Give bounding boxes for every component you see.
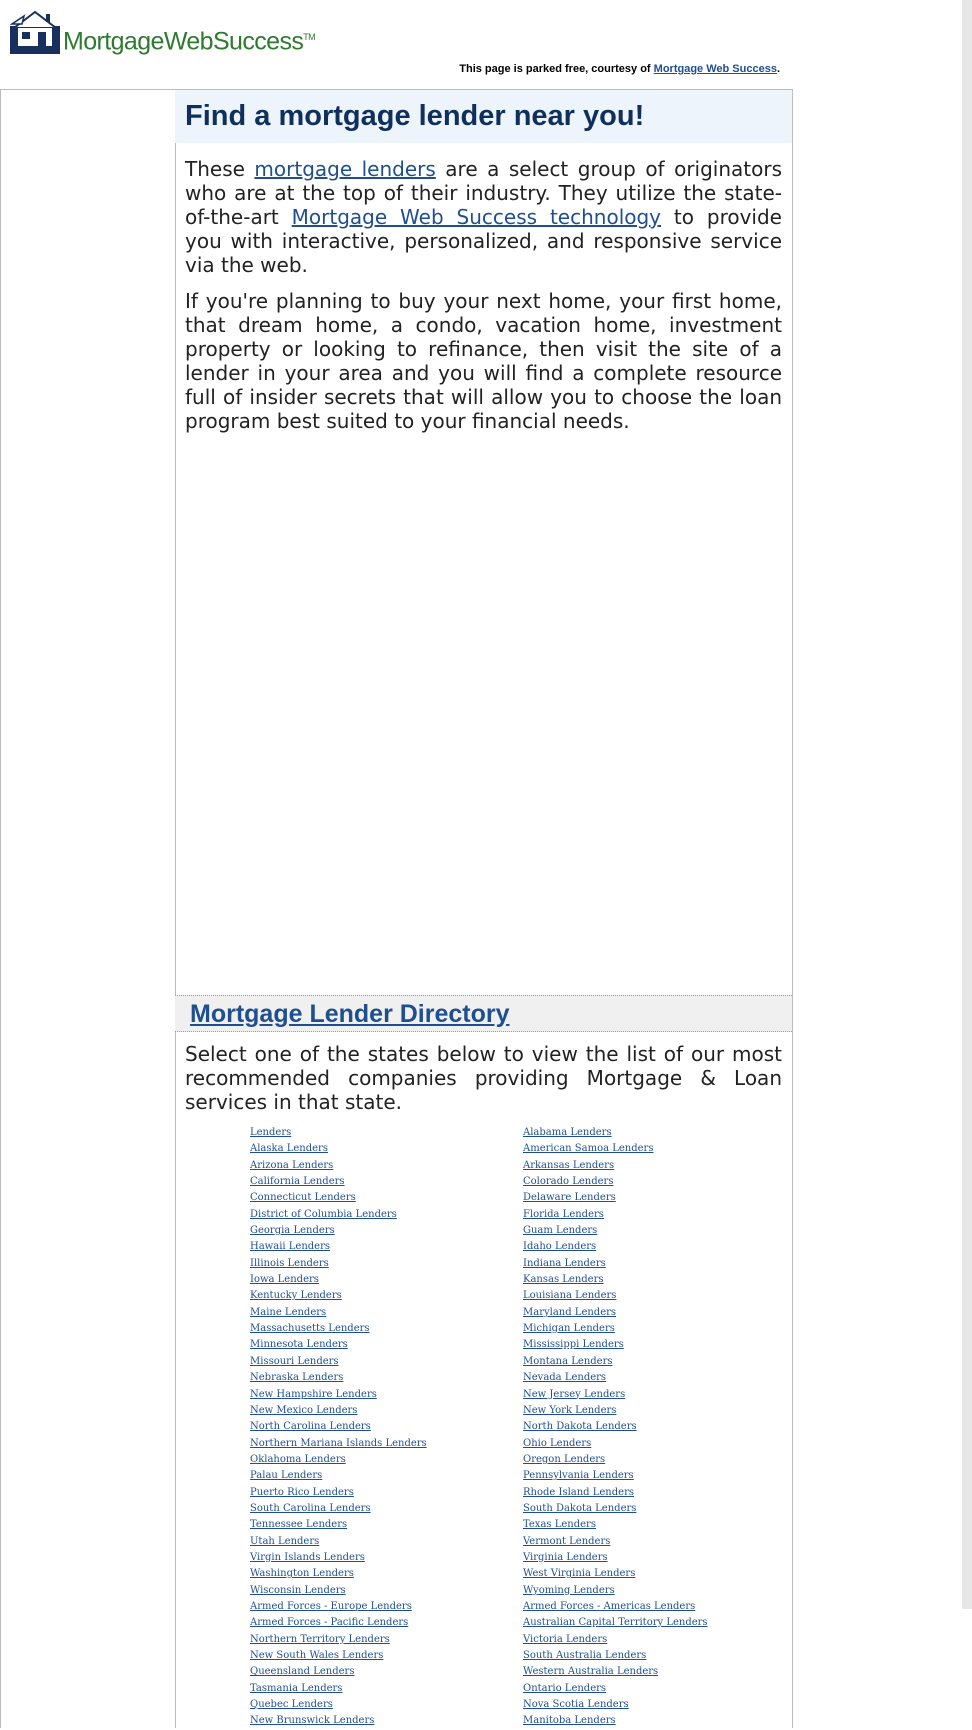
state-lender-link[interactable]: Queensland Lenders (250, 1666, 355, 1678)
state-lender-link[interactable]: Palau Lenders (250, 1470, 323, 1482)
directory-title-link[interactable]: Mortgage Lender Directory (190, 1000, 510, 1028)
state-lender-link[interactable]: Iowa Lenders (250, 1274, 319, 1286)
state-lender-link[interactable]: Illinois Lenders (250, 1257, 329, 1269)
state-lender-link[interactable]: Missouri Lenders (250, 1355, 339, 1367)
parked-link[interactable]: Mortgage Web Success (653, 63, 777, 75)
state-lender-link[interactable]: West Virginia Lenders (523, 1568, 636, 1580)
state-lender-link[interactable]: Delaware Lenders (523, 1192, 616, 1204)
state-lender-link[interactable]: Australian Capital Territory Lenders (523, 1617, 708, 1629)
state-lender-link[interactable]: Idaho Lenders (523, 1241, 597, 1253)
state-lender-link[interactable]: Maine Lenders (250, 1306, 327, 1318)
state-lender-link[interactable]: Lenders (250, 1127, 292, 1138)
state-lender-link[interactable]: Alabama Lenders (523, 1127, 612, 1138)
state-lender-link[interactable]: Armed Forces - Europe Lenders (250, 1600, 412, 1612)
state-lender-link[interactable]: Oregon Lenders (523, 1453, 606, 1465)
state-lender-link[interactable]: Connecticut Lenders (250, 1192, 356, 1204)
state-lender-link[interactable]: Victoria Lenders (523, 1633, 608, 1645)
page-title: Find a mortgage lender near you! (185, 100, 645, 132)
state-lender-link[interactable]: New South Wales Lenders (250, 1650, 384, 1661)
state-lender-link[interactable]: Ohio Lenders (523, 1437, 592, 1449)
mortgage-lenders-link[interactable]: mortgage lenders (254, 157, 436, 181)
state-lender-link[interactable]: Rhode Island Lenders (523, 1486, 634, 1498)
state-lender-link[interactable]: New Hampshire Lenders (250, 1388, 377, 1400)
planning-paragraph: If you're planning to buy your next home, your first home, that dream home, a condo, vacation home, investment property or looking to refinance, then visit the site of a lender in your area and you will find a complete resource full of insider secrets that will allow you to choose the loan program best suited to your financial needs. (185, 289, 782, 433)
state-lender-link[interactable]: Northern Territory Lenders (250, 1633, 390, 1645)
state-lender-link[interactable]: District of Columbia Lenders (250, 1208, 397, 1220)
state-lender-link[interactable]: Florida Lenders (523, 1208, 604, 1220)
technology-link[interactable]: Mortgage Web Success technology (291, 205, 662, 229)
state-lender-link[interactable]: Pennsylvania Lenders (523, 1470, 634, 1482)
state-lender-link[interactable]: Manitoba Lenders (523, 1715, 616, 1727)
left-sidebar (0, 89, 176, 1728)
house-logo-icon (10, 10, 60, 54)
state-lender-link[interactable]: Montana Lenders (523, 1355, 613, 1367)
state-lender-link[interactable]: Western Australia Lenders (523, 1666, 659, 1678)
state-lender-link[interactable]: Mississippi Lenders (523, 1339, 624, 1351)
state-lender-link[interactable]: New York Lenders (523, 1404, 617, 1416)
state-lender-link[interactable]: South Dakota Lenders (523, 1502, 637, 1514)
state-lender-link[interactable]: South Australia Lenders (523, 1650, 647, 1661)
state-lender-link[interactable]: Indiana Lenders (523, 1257, 606, 1269)
state-lender-link[interactable]: North Dakota Lenders (523, 1421, 637, 1433)
state-lender-link[interactable]: Michigan Lenders (523, 1323, 615, 1335)
logo-wordmark: MortgageWebSuccess™ (63, 27, 316, 55)
state-lender-link[interactable]: Georgia Lenders (250, 1225, 335, 1237)
state-lender-link[interactable]: Wisconsin Lenders (250, 1584, 346, 1596)
state-lender-link[interactable]: Puerto Rico Lenders (250, 1486, 354, 1498)
state-lender-link[interactable]: Texas Lenders (523, 1519, 596, 1531)
site-header (0, 0, 972, 90)
parked-notice: This page is parked free, courtesy of Mortgage Web Success. (459, 63, 780, 75)
state-lender-link[interactable]: Arizona Lenders (250, 1159, 334, 1171)
state-lender-link[interactable]: Guam Lenders (523, 1225, 598, 1237)
state-lender-link[interactable]: Virginia Lenders (523, 1551, 608, 1563)
state-lender-link[interactable]: New Brunswick Lenders (250, 1715, 375, 1727)
state-lender-link[interactable]: Utah Lenders (250, 1535, 320, 1547)
state-lender-link[interactable]: Nebraska Lenders (250, 1372, 344, 1384)
state-lender-link[interactable]: Colorado Lenders (523, 1176, 614, 1188)
state-lender-link[interactable]: California Lenders (250, 1176, 345, 1188)
intro-paragraph: These mortgage lenders are a select group of originators who are at the top of their industry. They utilize the state-of-the-art Mortgage Web Success technology to provide you with interactive, personalized, and responsive service via the web. (185, 157, 783, 277)
state-lender-link[interactable]: North Carolina Lenders (250, 1421, 371, 1433)
state-lender-link[interactable]: Virgin Islands Lenders (250, 1551, 365, 1563)
state-lender-link[interactable]: Nevada Lenders (523, 1372, 607, 1384)
state-lender-link[interactable]: Hawaii Lenders (250, 1241, 331, 1253)
state-lender-link[interactable]: Kansas Lenders (523, 1274, 604, 1286)
state-lender-link[interactable]: Minnesota Lenders (250, 1339, 348, 1351)
state-lender-link[interactable]: New Mexico Lenders (250, 1404, 358, 1416)
state-lender-link[interactable]: Armed Forces - Pacific Lenders (250, 1617, 409, 1629)
scrollbar[interactable] (962, 0, 972, 1609)
state-lender-link[interactable]: South Carolina Lenders (250, 1502, 371, 1514)
state-lender-link[interactable]: Alaska Lenders (250, 1143, 328, 1155)
state-lender-link[interactable]: Massachusetts Lenders (250, 1323, 370, 1335)
state-lender-link[interactable]: Quebec Lenders (250, 1699, 333, 1711)
state-lender-link[interactable]: Maryland Lenders (523, 1306, 617, 1318)
state-lender-link[interactable]: Arkansas Lenders (523, 1159, 615, 1171)
state-lender-link[interactable]: Vermont Lenders (523, 1535, 611, 1547)
directory-intro: Select one of the states below to view the list of our most recommended companies providing Mortgage & Loan services in that state. (185, 1042, 782, 1114)
state-list-left (250, 1125, 427, 1730)
site-logo[interactable] (10, 10, 315, 54)
state-lender-link[interactable]: Wyoming Lenders (523, 1584, 615, 1596)
state-list-right (523, 1125, 708, 1730)
state-lender-link[interactable]: Louisiana Lenders (523, 1290, 617, 1302)
state-lender-link[interactable]: Northern Mariana Islands Lenders (250, 1437, 427, 1449)
directory-header (175, 995, 792, 1032)
state-lender-link[interactable]: Tasmania Lenders (250, 1682, 343, 1694)
state-lender-link[interactable]: New Jersey Lenders (523, 1388, 626, 1400)
state-lender-link[interactable]: American Samoa Lenders (523, 1143, 654, 1155)
state-lender-link[interactable]: Oklahoma Lenders (250, 1453, 346, 1465)
state-lender-link[interactable]: Armed Forces - Americas Lenders (523, 1600, 696, 1612)
state-lender-link[interactable]: Ontario Lenders (523, 1682, 607, 1694)
title-band (175, 90, 792, 143)
state-lender-link[interactable]: Nova Scotia Lenders (523, 1699, 629, 1711)
state-lender-link[interactable]: Washington Lenders (250, 1568, 354, 1580)
state-lender-link[interactable]: Kentucky Lenders (250, 1290, 342, 1302)
state-lender-link[interactable]: Tennessee Lenders (250, 1519, 348, 1531)
